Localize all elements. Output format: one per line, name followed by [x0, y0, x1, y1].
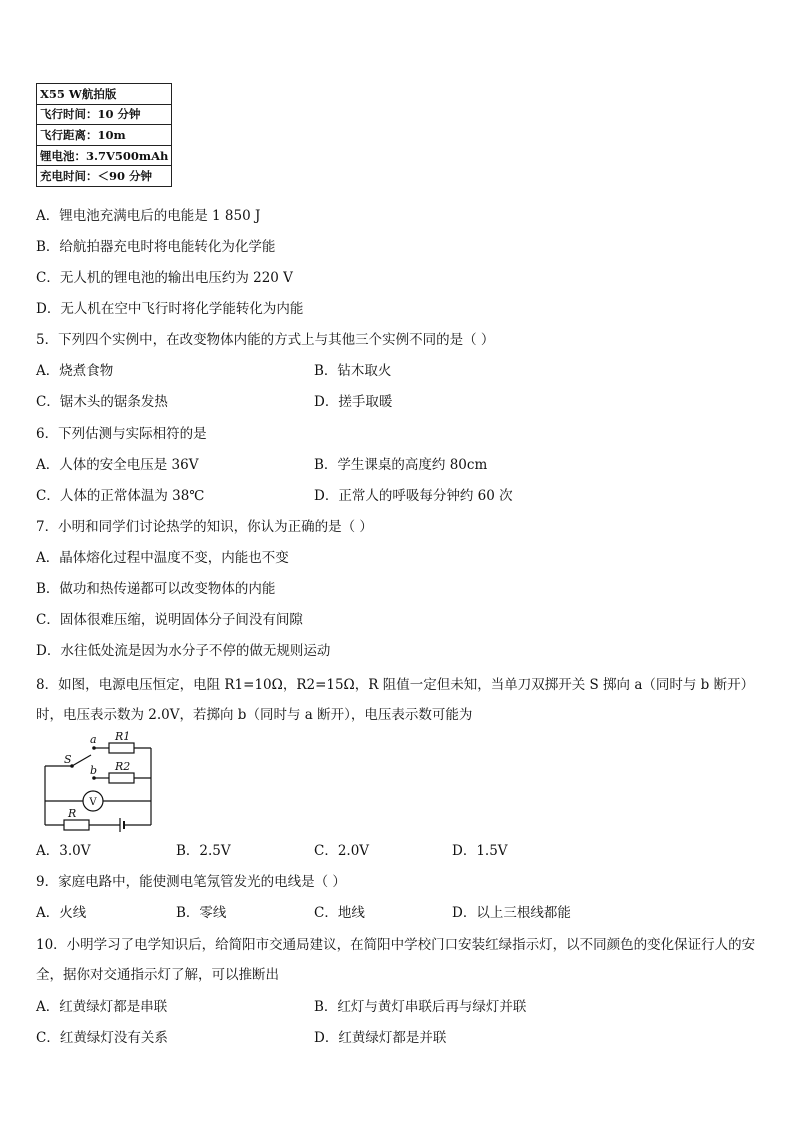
q7-option-d: D．水往低处流是因为水分子不停的做无规则运动 — [36, 643, 331, 659]
drone-spec-table — [36, 83, 172, 187]
q7-option-a: A．晶体熔化过程中温度不变，内能也不变 — [36, 550, 289, 566]
q6-stem: 6．下列估测与实际相符的是 — [36, 426, 207, 442]
contact-a — [92, 746, 96, 750]
q8-option-c: C．2.0V — [314, 843, 370, 859]
q7-option-c: C．固体很难压缩，说明固体分子间没有间隙 — [36, 612, 303, 628]
q4-option-a: A．锂电池充满电后的电能是 1 850 J — [36, 208, 261, 224]
switch-blade — [72, 755, 91, 766]
q6-option-b: B．学生课桌的高度约 80cm — [314, 457, 488, 473]
q5-option-d: D．搓手取暖 — [314, 394, 393, 410]
spec-row: X55 W航拍版 — [37, 84, 172, 105]
q8-option-a: A．3.0V — [36, 843, 91, 859]
q9-stem: 9．家庭电路中，能使测电笔氖管发光的电线是（ ） — [36, 874, 346, 890]
q4-option-c: C．无人机的锂电池的输出电压约为 220 V — [36, 270, 293, 286]
label-a: a — [90, 733, 97, 746]
q6-option-a: A．人体的安全电压是 36V — [36, 457, 199, 473]
label-b: b — [90, 764, 98, 777]
q5-option-c: C．锯木头的锯条发热 — [36, 394, 168, 410]
spec-row: 飞行时间：10 分钟 — [37, 104, 172, 125]
q8-circuit-diagram — [36, 728, 160, 832]
q7-stem: 7．小明和同学们讨论热学的知识，你认为正确的是（ ） — [36, 519, 373, 535]
q10-option-d: D．红黄绿灯都是并联 — [314, 1030, 447, 1046]
q5-option-a: A．烧煮食物 — [36, 363, 114, 379]
q10-option-c: C．红黄绿灯没有关系 — [36, 1030, 168, 1046]
label-r2: R2 — [115, 760, 131, 773]
q8-option-b: B．2.5V — [176, 843, 231, 859]
q9-option-a: A．火线 — [36, 905, 87, 921]
spec-row: 锂电池：3.7V500mAh — [37, 145, 172, 166]
label-s: S — [64, 753, 72, 766]
r-resistor — [64, 820, 89, 830]
q8-stem: 8．如图，电源电压恒定，电阻 R1=10Ω，R2=15Ω，R 阻值一定但未知，当单刀双掷开关 S 掷向 a（同时与 b 断开）时，电压表示数为 2.0V，若掷向 b（同时与 a 断开），电压表示数可能为 — [36, 677, 755, 723]
q6-option-c: C．人体的正常体温为 38℃ — [36, 488, 205, 504]
spec-row: 飞行距离：10m — [37, 125, 172, 146]
q10-stem: 10．小明学习了电学知识后，给简阳市交通局建议，在简阳中学校门口安装红绿指示灯，以不同颜色的变化保证行人的安全，据你对交通指示灯了解，可以推断出 — [36, 937, 756, 983]
q10-option-a: A．红黄绿灯都是串联 — [36, 999, 168, 1015]
q9-option-b: B．零线 — [176, 905, 227, 921]
label-r: R — [68, 807, 77, 820]
r1-resistor — [109, 743, 134, 753]
label-v: V — [89, 797, 97, 808]
q5-option-b: B．钻木取火 — [314, 363, 392, 379]
q9-option-c: C．地线 — [314, 905, 365, 921]
spec-row: 充电时间：＜90 分钟 — [37, 166, 172, 187]
q10-option-b: B．红灯与黄灯串联后再与绿灯并联 — [314, 999, 527, 1015]
q6-option-d: D．正常人的呼吸每分钟约 60 次 — [314, 488, 513, 504]
q4-option-d: D．无人机在空中飞行时将化学能转化为内能 — [36, 301, 304, 317]
q5-stem: 5．下列四个实例中，在改变物体内能的方式上与其他三个实例不同的是（ ） — [36, 332, 495, 348]
q8-option-d: D．1.5V — [452, 843, 508, 859]
q7-option-b: B．做功和热传递都可以改变物体的内能 — [36, 581, 276, 597]
q4-option-b: B．给航拍器充电时将电能转化为化学能 — [36, 239, 276, 255]
r2-resistor — [109, 773, 134, 783]
label-r1: R1 — [115, 730, 131, 743]
q9-option-d: D．以上三根线都能 — [452, 905, 571, 921]
